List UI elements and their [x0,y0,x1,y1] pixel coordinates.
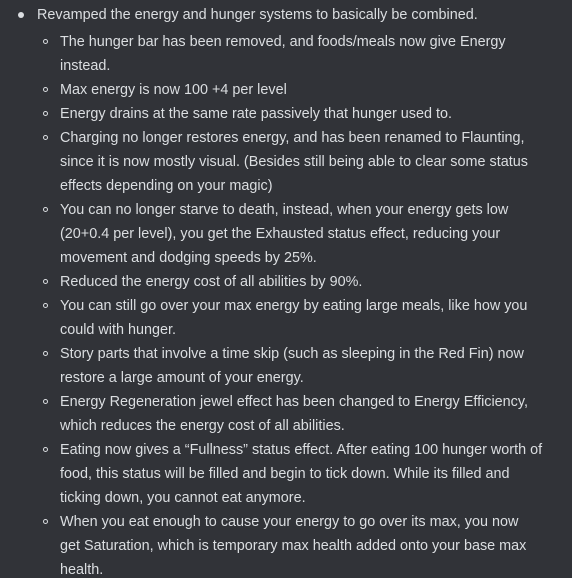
sub-list-item-line: Story parts that involve a time skip (such as sleeping in the Red Fin) now [60,346,524,362]
sub-list-item-line: You can still go over your max energy by eating large meals, like how you [60,298,528,314]
main-list-item-text: Revamped the energy and hunger systems to basically be combined. [37,7,478,23]
sub-list-item [0,510,572,578]
sub-list-item-line: When you eat enough to cause your energy to go over its max, you now [60,514,519,530]
sub-list-item-line: health. [60,562,104,578]
sub-list-item-line: since it is now mostly visual. (Besides still being able to clear some status [60,154,528,170]
sub-list-item-line: You can no longer starve to death, instead, when your energy gets low [60,202,509,218]
sub-list-item-line: which reduces the energy cost of all abilities. [60,418,345,434]
sub-list-item [0,438,572,510]
sub-list-item [0,78,572,102]
sub-list-item-line: could with hunger. [60,322,177,338]
sub-list-item [0,342,572,390]
sub-list-item [0,126,572,198]
main-list-item [0,3,572,578]
hollow-bullet-icon [43,39,48,44]
hollow-bullet-icon [43,111,48,116]
sub-list-item-line: food, this status will be filled and begin to tick down. While its filled and [60,466,510,482]
sub-list-item-line: Reduced the energy cost of all abilities by 90%. [60,274,363,290]
hollow-bullet-icon [43,447,48,452]
sub-list-item-line: ticking down, you cannot eat anymore. [60,490,306,506]
sub-list-item [0,102,572,126]
hollow-bullet-icon [43,303,48,308]
sub-list-item-line: effects depending on your magic) [60,178,273,194]
sub-list-item [0,198,572,270]
sub-list-item-line: Energy drains at the same rate passively that hunger used to. [60,106,452,122]
sub-list-item-line: restore a large amount of your energy. [60,370,304,386]
sub-list-item-line: Max energy is now 100 +4 per level [60,82,287,98]
sub-list-item [0,30,572,78]
sub-list-item-line: The hunger bar has been removed, and foods/meals now give Energy [60,34,506,50]
sub-list-item [0,294,572,342]
hollow-bullet-icon [43,207,48,212]
sub-list-item-line: (20+0.4 per level), you get the Exhausted status effect, reducing your [60,226,501,242]
hollow-bullet-icon [43,351,48,356]
sub-list-item [0,270,572,294]
sub-bullet-list [0,30,572,578]
sub-list-item-line: get Saturation, which is temporary max health added onto your base max [60,538,527,554]
sub-list-item [0,390,572,438]
hollow-bullet-icon [43,135,48,140]
hollow-bullet-icon [43,519,48,524]
hollow-bullet-icon [43,87,48,92]
hollow-bullet-icon [43,399,48,404]
sub-list-item-line: Energy Regeneration jewel effect has been changed to Energy Efficiency, [60,394,528,410]
sub-list-item-line: instead. [60,58,111,74]
sub-list-item-line: Charging no longer restores energy, and has been renamed to Flaunting, [60,130,525,146]
filled-bullet-icon [18,12,24,18]
sub-list-item-line: Eating now gives a “Fullness” status effect. After eating 100 hunger worth of [60,442,543,458]
sub-list-item-line: movement and dodging speeds by 25%. [60,250,317,266]
hollow-bullet-icon [43,279,48,284]
